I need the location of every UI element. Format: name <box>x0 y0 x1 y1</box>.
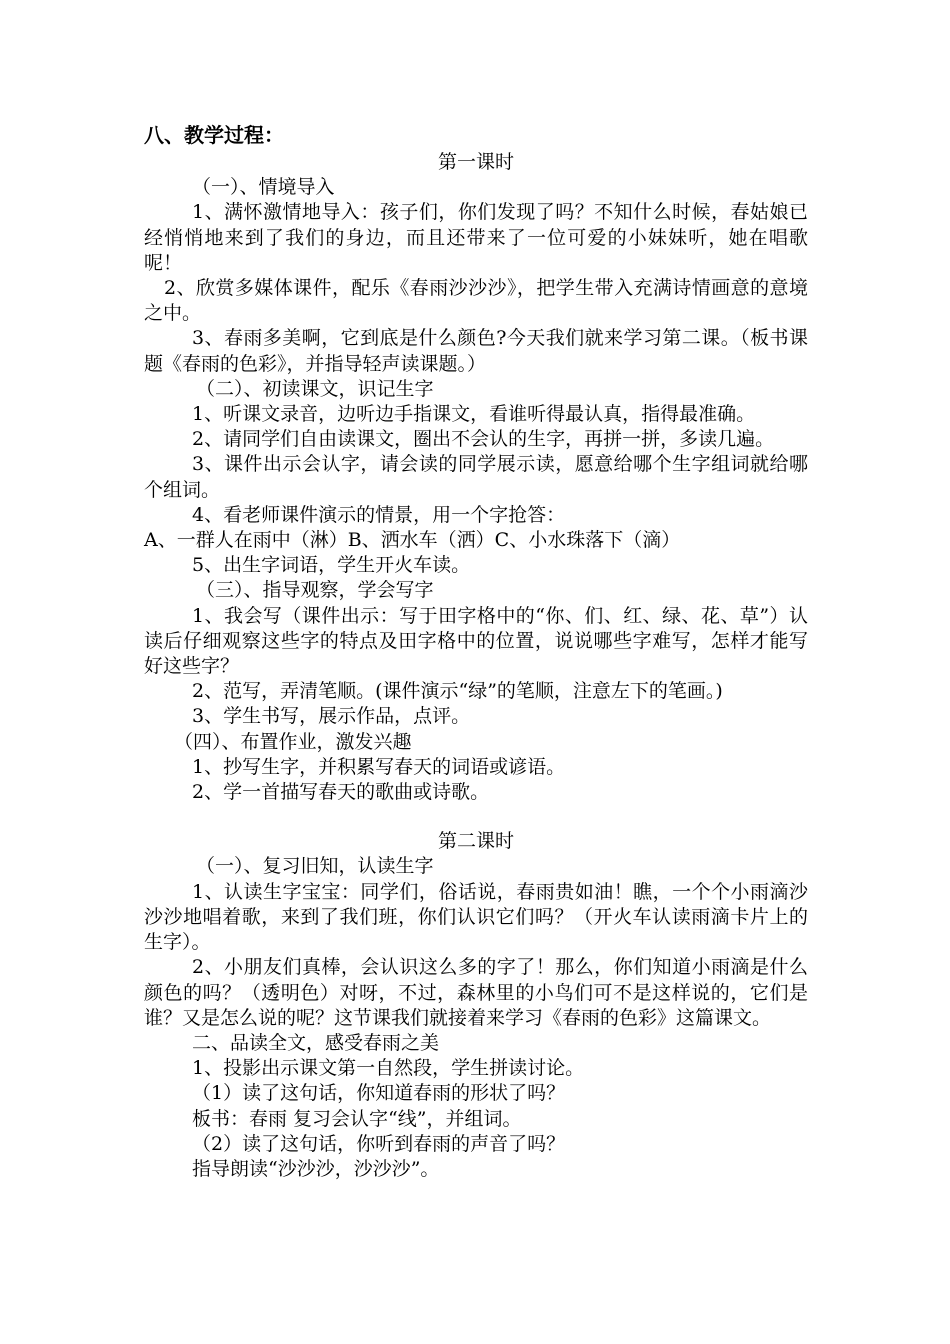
section-heading: 八、教学过程： <box>144 123 284 147</box>
lesson-1-section-2-title: （二）、初读课文，识记生字 <box>196 377 434 400</box>
paragraph: 指导朗读“沙沙沙，沙沙沙”。 <box>192 1157 440 1180</box>
paragraph: 2、学一首描写春天的歌曲或诗歌。 <box>192 781 490 804</box>
paragraph: 1、投影出示课文第一自然段，学生拼读讨论。 <box>192 1057 585 1080</box>
paragraph: 2、小朋友们真棒，会认识这么多的字了！那么，你们知道小雨滴是什么颜色的吗？（透明色）对呀，不过，森林里的小鸟们可不是这样说的，它们是谁？又是怎么说的呢？这节课我们就接着来学习《春雨的色彩》这篇课文。 <box>144 956 808 1029</box>
lesson-1-section-3-title: （三）、指导观察，学会写字 <box>196 579 434 602</box>
lesson-2-title: 第二课时 <box>437 830 514 853</box>
paragraph: 3、学生书写，展示作品，点评。 <box>192 705 471 728</box>
paragraph: 1、我会写（课件出示：写于田字格中的“你、们、红、绿、花、草”）认读后仔细观察这些字的特点及田字格中的位置，说说哪些字难写，怎样才能写好这些字？ <box>144 604 808 678</box>
paragraph: 板书：春雨 复习会认字“线”，并组词。 <box>192 1107 522 1130</box>
paragraph: 2、请同学们自由读课文，圈出不会认的生字，再拼一拼，多读几遍。 <box>192 428 775 451</box>
lesson-2-section-2-title: 二、品读全文，感受春雨之美 <box>192 1031 440 1054</box>
lesson-1-title: 第一课时 <box>437 151 514 173</box>
lesson-1-section-1-title: （一）、情境导入 <box>192 176 335 199</box>
paragraph: 5、出生字词语，学生开火车读。 <box>192 554 471 577</box>
lesson-1-section-4-title: （四）、布置作业，激发兴趣 <box>174 730 412 753</box>
paragraph: 2、欣赏多媒体课件，配乐《春雨沙沙沙》，把学生带入充满诗情画意的意境之中。 <box>144 277 808 325</box>
paragraph: 3、春雨多美啊，它到底是什么颜色?今天我们就来学习第二课。（板书课题《春雨的色彩》，并指导轻声读课题。） <box>144 327 808 375</box>
paragraph: 2、范写，弄清笔顺。(课件演示“绿”的笔顺，注意左下的笔画。) <box>192 680 723 703</box>
paragraph: 4、看老师课件演示的情景，用一个字抢答： <box>192 503 566 526</box>
paragraph: 3、课件出示会认字，请会读的同学展示读，愿意给哪个生字组词就给哪个组词。 <box>144 453 808 501</box>
paragraph: （2）读了这句话，你听到春雨的声音了吗？ <box>192 1132 566 1155</box>
paragraph: A、一群人在雨中（淋）B、洒水车（洒）C、小水珠落下（滴） <box>144 529 681 552</box>
paragraph: 1、认读生字宝宝：同学们，俗话说，春雨贵如油！瞧，一个个小雨滴沙沙沙地唱着歌，来到了我们班，你们认识它们吗？（开火车认读雨滴卡片上的生字）。 <box>144 880 808 954</box>
document-body <box>144 122 808 1182</box>
paragraph: 1、满怀激情地导入：孩子们，你们发现了吗？不知什么时候，春姑娘已经悄悄地来到了我们的身边，而且还带来了一位可爱的小妹妹听，她在唱歌呢！ <box>144 201 808 274</box>
lesson-2-section-1-title: （一）、复习旧知，认读生字 <box>196 855 434 878</box>
paragraph: 1、听课文录音，边听边手指课文，看谁听得最认真，指得最准确。 <box>192 403 756 426</box>
paragraph: （1）读了这句话，你知道春雨的形状了吗？ <box>192 1082 566 1105</box>
spacer <box>144 805 808 829</box>
paragraph: 1、抄写生字，并积累写春天的词语或谚语。 <box>192 755 566 778</box>
